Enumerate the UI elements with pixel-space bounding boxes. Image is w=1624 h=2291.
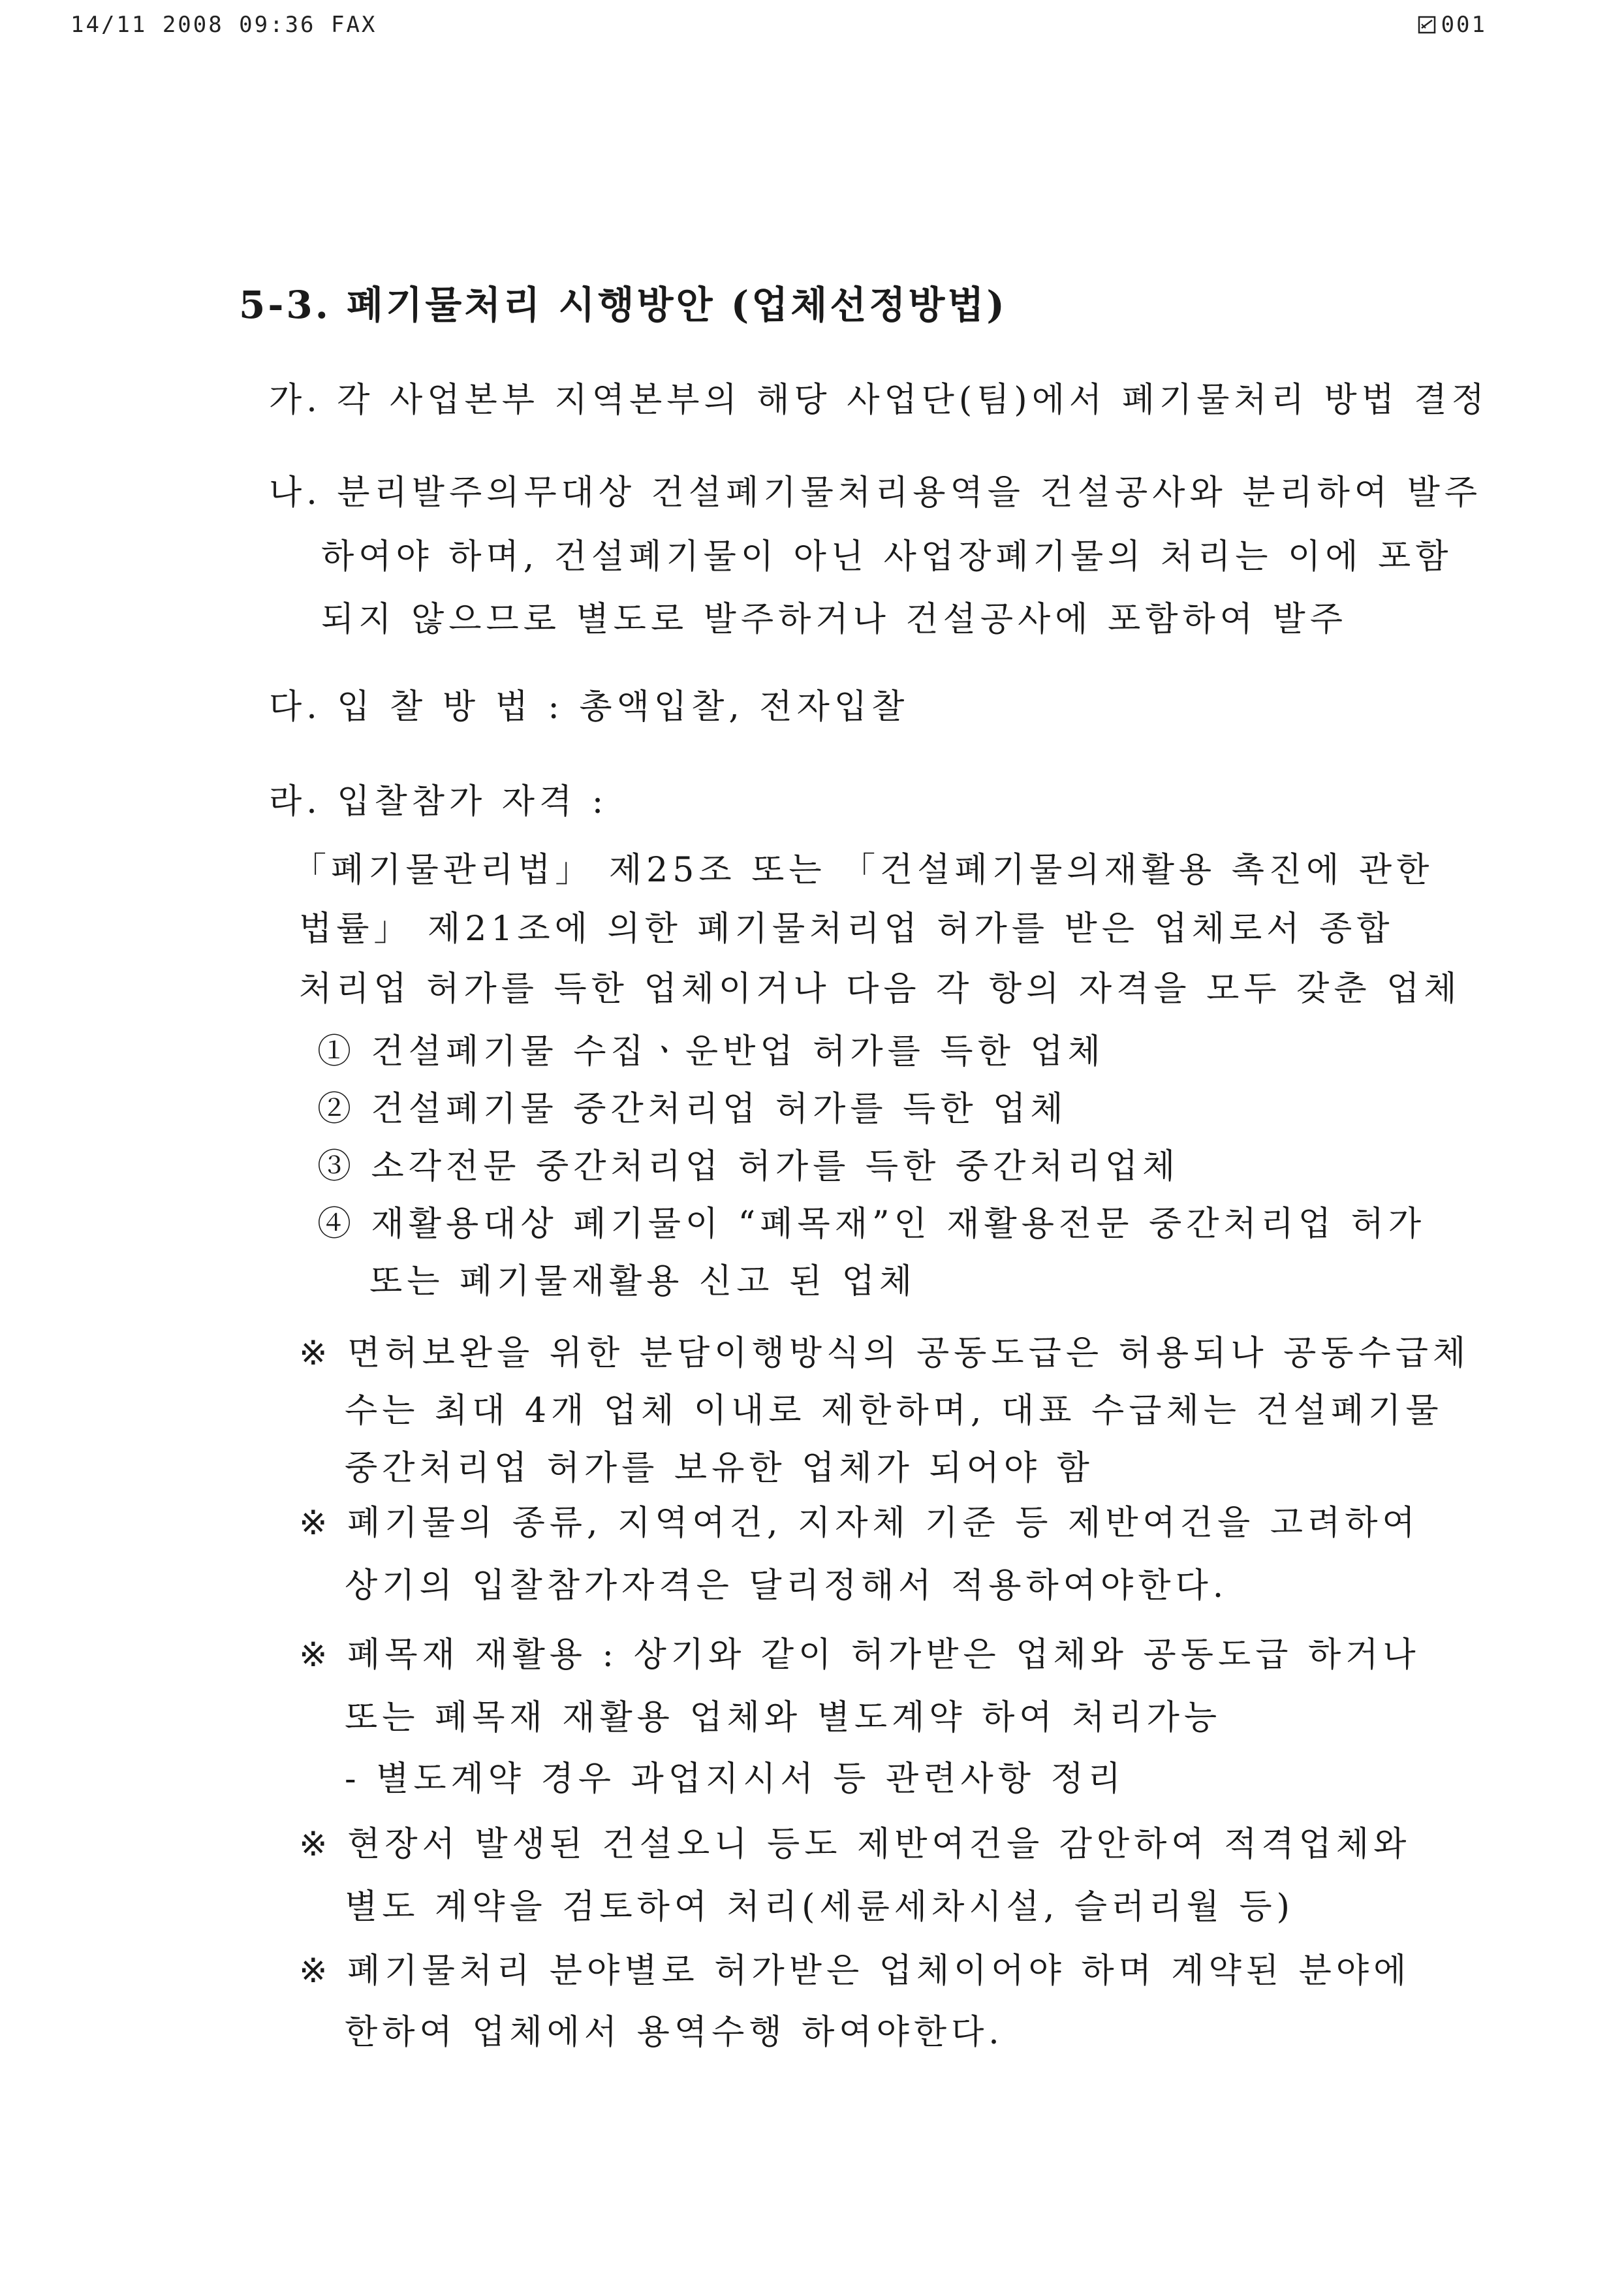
note-3-line-3: - 별도계약 경우 과업지시서 등 관련사항 정리 [345, 1760, 1125, 1799]
note-symbol: ※ [299, 1504, 332, 1543]
item-ra-text-line-1: 「폐기물관리법」 제25조 또는 「건설폐기물의재활용 촉진에 관한 [292, 851, 1434, 890]
note-3-line-2: 또는 폐목재 재활용 업체와 별도계약 하여 처리가능 [345, 1698, 1222, 1737]
qualification-item-4: ④ 재활용대상 폐기물이 “폐목재”인 재활용전문 중간처리업 허가 [317, 1205, 1426, 1244]
item-na-line-3: 되지 않으므로 별도로 발주하거나 건설공사에 포함하여 발주 [321, 600, 1347, 639]
note-2 [299, 1495, 1420, 1544]
note-4-line-1: 현장서 발생된 건설오니 등도 제반여건을 감안하여 적격업체와 [347, 1825, 1411, 1864]
fax-header-timestamp: 14/11 2008 09:36 FAX [70, 12, 377, 38]
note-2-line-1: 폐기물의 종류, 지역여건, 지자체 기준 등 제반여건을 고려하여 [347, 1504, 1420, 1543]
note-1-line-3: 중간처리업 허가를 보유한 업체가 되어야 함 [345, 1449, 1094, 1488]
item-na-line-2: 하여야 하며, 건설폐기물이 아닌 사업장폐기물의 처리는 이에 포함 [321, 537, 1453, 577]
item-ga: 가. 각 사업본부 지역본부의 해당 사업단(팀)에서 폐기물처리 방법 결정 [269, 381, 1489, 420]
note-1 [299, 1325, 1470, 1374]
note-symbol: ※ [299, 1951, 332, 1991]
fax-page-icon [1418, 15, 1437, 35]
item-ra: 라. 입찰참가 자격 : [269, 782, 608, 821]
note-3-line-1: 폐목재 재활용 : 상기와 같이 허가받은 업체와 공동도급 하거나 [347, 1635, 1420, 1675]
item-na-line-1: 나. 분리발주의무대상 건설폐기물처리용역을 건설공사와 분리하여 발주 [269, 473, 1482, 513]
qualification-item-2: ② 건설폐기물 중간처리업 허가를 득한 업체 [317, 1090, 1068, 1129]
note-4 [299, 1816, 1411, 1865]
note-4-line-2: 별도 계약을 검토하여 처리(세륜세차시설, 슬러리월 등) [345, 1888, 1294, 1927]
item-ra-text-line-3: 처리업 허가를 득한 업체이거나 다음 각 항의 자격을 모두 갖춘 업체 [299, 970, 1461, 1009]
note-5 [299, 1943, 1411, 1992]
note-2-line-2: 상기의 입찰참가자격은 달리정해서 적용하여야한다. [345, 1566, 1228, 1605]
page-number: 001 [1441, 12, 1487, 38]
note-symbol: ※ [299, 1635, 332, 1675]
qualification-item-1: ① 건설폐기물 수집ㆍ운반업 허가를 득한 업체 [317, 1032, 1105, 1071]
note-3 [299, 1627, 1420, 1676]
section-title: 5-3. 폐기물처리 시행방안 (업체선정방법) [239, 283, 1007, 327]
qualification-item-3: ③ 소각전문 중간처리업 허가를 득한 중간처리업체 [317, 1147, 1180, 1186]
fax-header-page-number [1418, 12, 1487, 38]
note-1-line-2: 수는 최대 4개 업체 이내로 제한하며, 대표 수급체는 건설폐기물 [345, 1391, 1443, 1430]
qualification-item-4-cont: 또는 폐기물재활용 신고 된 업체 [369, 1262, 917, 1301]
note-5-line-2: 한하여 업체에서 용역수행 하여야한다. [345, 2013, 1004, 2052]
note-1-line-1: 면허보완을 위한 분담이행방식의 공동도급은 허용되나 공동수급체 [347, 1334, 1471, 1373]
note-5-line-1: 폐기물처리 분야별로 허가받은 업체이어야 하며 계약된 분야에 [347, 1951, 1411, 1991]
item-da: 다. 입 찰 방 법 : 총액입찰, 전자입찰 [269, 687, 909, 727]
note-symbol: ※ [299, 1825, 332, 1864]
note-symbol: ※ [299, 1334, 332, 1373]
item-ra-text-line-2: 법률」 제21조에 의한 폐기물처리업 허가를 받은 업체로서 종합 [299, 909, 1394, 949]
